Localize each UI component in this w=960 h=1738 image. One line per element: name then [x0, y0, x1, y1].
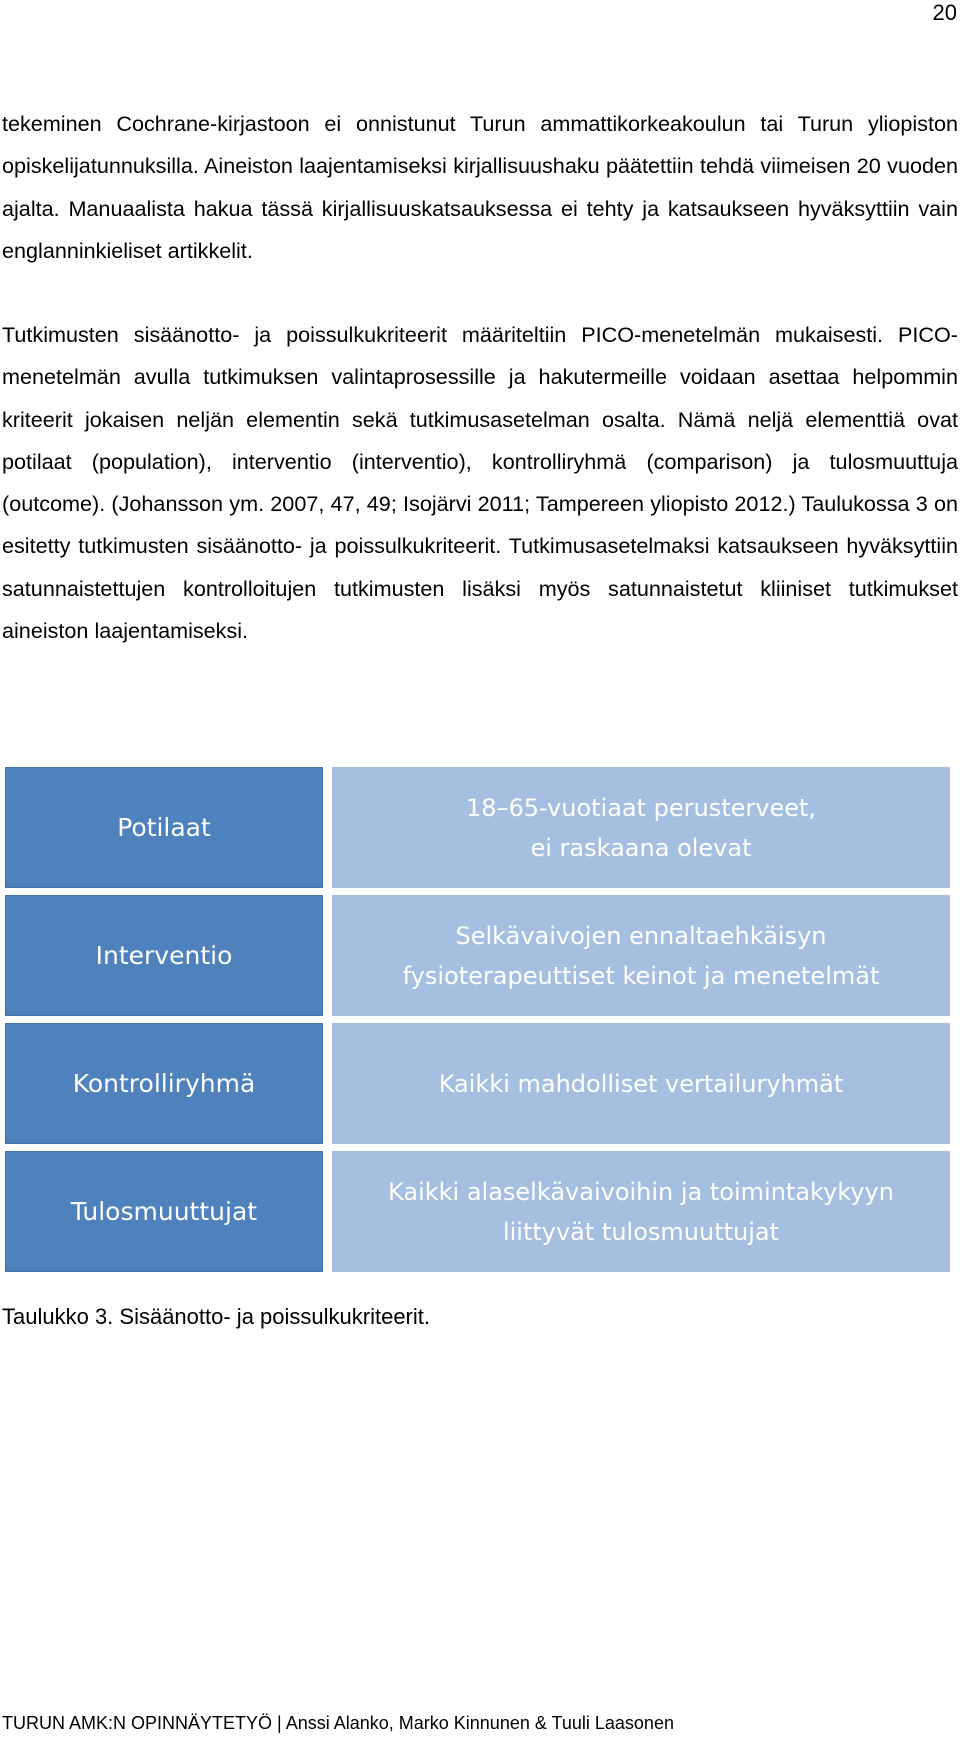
pico-criteria-table — [5, 767, 950, 1274]
table-row — [5, 767, 950, 888]
pico-label-interventio: Interventio — [5, 895, 323, 1016]
table-row — [5, 895, 950, 1016]
pico-value-potilaat: 18–65-vuotiaat perusterveet, ei raskaana olevat — [332, 767, 950, 888]
pico-label-tulosmuuttujat: Tulosmuuttujat — [5, 1151, 323, 1272]
body-paragraph-1: tekeminen Cochrane-kirjastoon ei onnistunut Turun ammattikorkeakoulun tai Turun yliopiston opiskelijatunnuksilla. Aineiston laajentamiseksi kirjallisuushaku päätettiin tehdä viimeisen 20 vuoden ajalta. Manuaalista hakua tässä kirjallisuuskatsauksessa ei tehty ja katsaukseen hyväksyttiin vain englanninkieliset artikkelit. — [2, 111, 958, 263]
pico-label-kontrolliryhma: Kontrolliryhmä — [5, 1023, 323, 1144]
pico-label-potilaat: Potilaat — [5, 767, 323, 888]
pico-value-interventio: Selkävaivojen ennaltaehkäisyn fysioterapeuttiset keinot ja menetelmät — [332, 895, 950, 1016]
page-footer: TURUN AMK:N OPINNÄYTETYÖ | Anssi Alanko, Marko Kinnunen & Tuuli Laasonen — [2, 1713, 674, 1733]
page-number: 20 — [932, 0, 957, 25]
body-paragraph-2: Tutkimusten sisäänotto- ja poissulkukriteerit määriteltiin PICO-menetelmän mukaisesti. PICO-menetelmän avulla tutkimuksen valintaprosessille ja hakutermeille voidaan asettaa helpommin kriteerit jokaisen neljän elementin sekä tutkimusasetelman osalta. Nämä neljä elementtiä ovat potilaat (population), interventio (interventio), kontrolliryhmä (comparison) ja tulosmuuttuja (outcome). (Johansson ym. 2007, 47, 49; Isojärvi 2011; Tampereen yliopisto 2012.) Taulukossa 3 on esitetty tutkimusten sisäänotto- ja poissulkukriteerit. Tutkimusasetelmaksi katsaukseen hyväksyttiin satunnaistettujen kontrolloitujen tutkimusten lisäksi myös satunnaistetut kliiniset tutkimukset aineiston laajentamiseksi. — [2, 322, 958, 644]
pico-value-kontrolliryhma: Kaikki mahdolliset vertailuryhmät — [332, 1023, 950, 1144]
table-caption: Taulukko 3. Sisäänotto- ja poissulkukriteerit. — [2, 1304, 430, 1329]
table-row — [5, 1023, 950, 1144]
table-row — [5, 1151, 950, 1272]
pico-value-tulosmuuttujat: Kaikki alaselkävaivoihin ja toimintakykyyn liittyvät tulosmuuttujat — [332, 1151, 950, 1272]
